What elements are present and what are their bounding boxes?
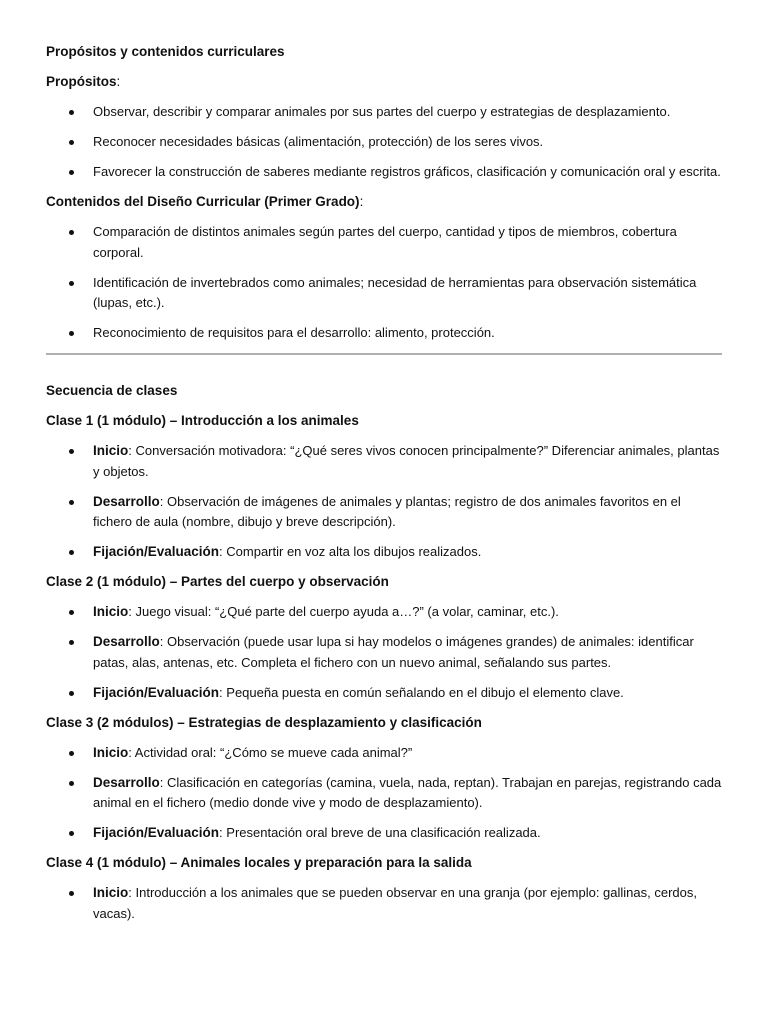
list-item-text: Favorecer la construcción de saberes mediante registros gráficos, clasificación y comunicación oral y escrita.	[93, 164, 721, 179]
list-item-text: Comparación de distintos animales según partes del cuerpo, cantidad y tipos de miembros, cobertura corporal.	[93, 224, 677, 260]
purposes-label: Propósitos	[46, 74, 117, 89]
bullet-icon	[69, 781, 74, 786]
class-title-3: Clase 3 (2 módulos) – Estrategias de desplazamiento y clasificación	[46, 714, 482, 730]
list-item-text: : Observación de imágenes de animales y plantas; registro de dos animales favoritos en el fichero de aula (nombre, dibujo y breve descripción).	[93, 493, 681, 529]
bullet-icon	[69, 140, 74, 145]
list-item-term: Inicio	[93, 885, 129, 900]
list-item-text: : Clasificación en categorías (camina, vuela, nada, reptan). Trabajan en parejas, registrando cada animal en el fichero (medio donde vive y modo de desplazamiento).	[93, 774, 722, 810]
bullet-icon	[69, 550, 74, 555]
list-item	[46, 632, 722, 673]
list-item-text: : Presentación oral breve de una clasificación realizada.	[219, 825, 541, 840]
subsection-title-curricular-contents	[46, 192, 722, 212]
list-item	[46, 441, 722, 482]
list-item-term: Fijación/Evaluación	[93, 825, 220, 840]
purposes-list	[46, 102, 722, 183]
list-item-term: Inicio	[93, 604, 129, 619]
list-item-text: : Introducción a los animales que se pueden observar en una granja (por ejemplo: gallinas, cerdos, vacas).	[93, 885, 697, 921]
class-title-4: Clase 4 (1 módulo) – Animales locales y preparación para la salida	[46, 855, 472, 870]
bullet-icon	[69, 110, 74, 115]
list-item-term: Fijación/Evaluación	[93, 544, 220, 559]
list-item	[46, 773, 722, 814]
bullet-icon	[69, 891, 74, 896]
list-item-text: : Conversación motivadora: “¿Qué seres vivos conocen principalmente?” Diferenciar animales, plantas y objetos.	[93, 443, 720, 479]
bullet-icon	[69, 230, 74, 235]
list-item	[46, 743, 722, 764]
bullet-icon	[69, 449, 74, 454]
list-item-text: Reconocimiento de requisitos para el desarrollo: alimento, protección.	[93, 325, 495, 340]
class-title-2: Clase 2 (1 módulo) – Partes del cuerpo y observación	[46, 574, 389, 589]
class-2-list	[46, 602, 722, 703]
list-item	[46, 323, 722, 344]
list-item-text: : Actividad oral: “¿Cómo se mueve cada animal?”	[128, 744, 413, 760]
contents-colon: :	[359, 194, 364, 209]
bullet-icon	[69, 331, 74, 336]
list-item	[46, 602, 722, 623]
list-item-text: : Compartir en voz alta los dibujos realizados.	[219, 544, 482, 559]
list-item	[46, 102, 722, 123]
contents-list	[46, 222, 722, 344]
purposes-colon: :	[116, 74, 121, 89]
bullet-icon	[69, 751, 74, 756]
contents-label: Contenidos del Diseño Curricular (Primer Grado)	[46, 194, 360, 209]
section-title-class-sequence: Secuencia de clases	[46, 383, 178, 398]
list-item-text: : Pequeña puesta en común señalando en el dibujo el elemento clave.	[219, 684, 624, 700]
section-title-purposes-contents: Propósitos y contenidos curriculares	[46, 44, 285, 59]
bullet-icon	[69, 831, 74, 836]
bullet-icon	[69, 170, 74, 175]
list-item-text: : Observación (puede usar lupa si hay modelos o imágenes grandes) de animales: identificar patas, alas, antenas, etc. Completa el fichero con un nuevo animal, señalando sus partes.	[93, 634, 694, 670]
list-item-term: Desarrollo	[93, 634, 160, 649]
list-item	[46, 162, 722, 183]
list-item	[46, 683, 722, 704]
list-item-term: Inicio	[93, 443, 129, 458]
class-title-1: Clase 1 (1 módulo) – Introducción a los animales	[46, 413, 359, 428]
bullet-icon	[69, 640, 74, 645]
list-item-text: : Juego visual: “¿Qué parte del cuerpo ayuda a…?” (a volar, caminar, etc.).	[128, 604, 559, 619]
bullet-icon	[69, 610, 74, 615]
list-item-term: Desarrollo	[93, 774, 160, 790]
horizontal-divider	[46, 353, 722, 355]
bullet-icon	[69, 691, 74, 696]
bullet-icon	[69, 281, 74, 286]
list-item-text: Reconocer necesidades básicas (alimentación, protección) de los seres vivos.	[93, 134, 544, 149]
list-item-term: Fijación/Evaluación	[93, 684, 220, 700]
list-item	[46, 823, 722, 844]
bullet-icon	[69, 500, 74, 505]
list-item	[46, 273, 722, 314]
list-item-text: Identificación de invertebrados como animales; necesidad de herramientas para observación sistemática (lupas, etc.).	[93, 274, 697, 310]
list-item-term: Inicio	[93, 744, 129, 760]
list-item	[46, 132, 722, 153]
list-item	[46, 222, 722, 263]
class-4-list	[46, 883, 722, 924]
list-item-text: Observar, describir y comparar animales por sus partes del cuerpo y estrategias de desplazamiento.	[93, 104, 671, 119]
list-item	[46, 883, 722, 924]
list-item-term: Desarrollo	[93, 493, 160, 509]
class-3-list	[46, 743, 722, 844]
list-item	[46, 492, 722, 533]
class-1-list	[46, 441, 722, 563]
list-item	[46, 542, 722, 563]
subsection-title-purposes	[46, 72, 722, 92]
